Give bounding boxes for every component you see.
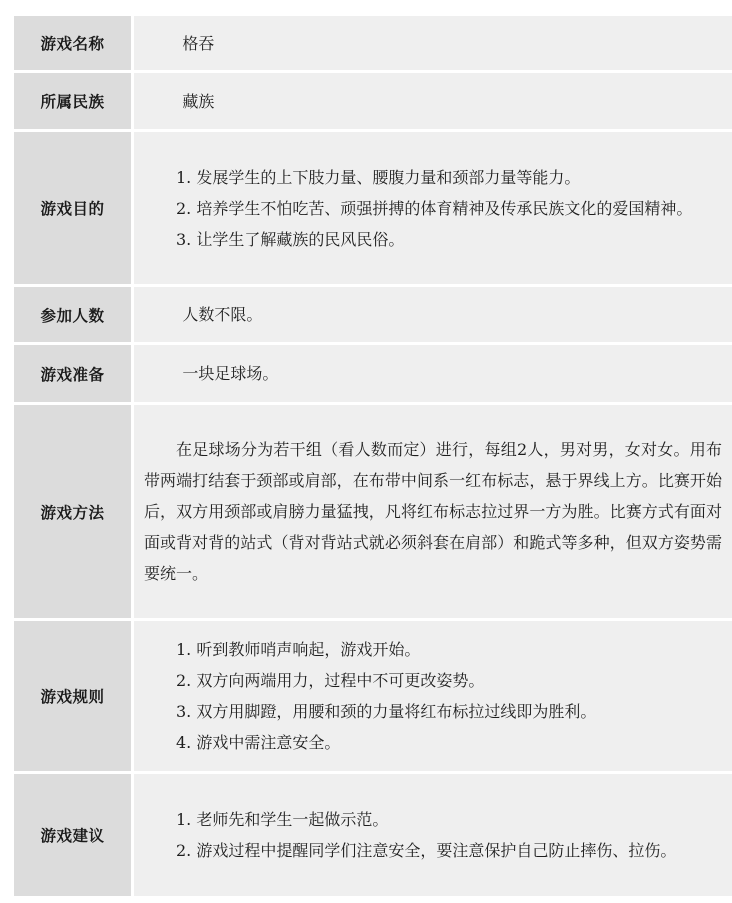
content-paragraph: 1. 发展学生的上下肢力量、腰腹力量和颈部力量等能力。 (176, 167, 581, 187)
row-label: 游戏规则 (40, 688, 105, 706)
row-label-cell (14, 132, 134, 284)
content-paragraph: 在足球场分为若干组（看人数而定）进行，每组2人，男对男，女对女。用布带两端打结套于颈部或肩部，在布带中间系一红布标志，悬于界线上方。比赛开始后，双方用颈部或肩膀力量猛拽，凡将红布标志拉过界一方为胜。比赛方式有面对面或背对背的站式（背对背站式就必须斜套在肩部）和跪式等多种，但双方姿势需要统一。 (144, 440, 722, 583)
row-label-cell (14, 73, 134, 129)
content-paragraph: 2. 游戏过程中提醒同学们注意安全，要注意保护自己防止摔伤、拉伤。 (176, 841, 677, 860)
content-paragraph: 2. 培养学生不怕吃苦、顽强拼搏的体育精神及传承民族文化的爱国精神。 (176, 198, 693, 218)
table-row-participants (14, 287, 732, 345)
content-paragraph: 1. 听到教师哨声响起，游戏开始。 (176, 640, 421, 659)
content-paragraph: 一块足球场。 (182, 364, 279, 383)
row-label: 游戏准备 (40, 365, 105, 384)
content-paragraph: 3. 双方用脚蹬，用腰和颈的力量将红布标拉过线即为胜利。 (176, 702, 597, 721)
table-row-name (14, 16, 732, 73)
row-label: 游戏建议 (40, 827, 105, 845)
row-label-cell (14, 621, 134, 771)
row-content-cell (134, 132, 732, 284)
game-info-table (14, 16, 732, 896)
content-paragraph: 藏族 (182, 91, 215, 111)
row-content-cell (134, 405, 732, 618)
row-label-cell (14, 16, 134, 70)
row-content-cell (134, 621, 732, 771)
content-paragraph: 人数不限。 (182, 305, 263, 324)
content-paragraph: 4. 游戏中需注意安全。 (176, 733, 341, 752)
content-paragraph: 格吞 (182, 33, 215, 53)
table-row-suggestions (14, 774, 732, 896)
table-row-rules (14, 621, 732, 774)
table-row-method (14, 405, 732, 621)
row-label-cell (14, 774, 134, 896)
content-paragraph: 3. 让学生了解藏族的民风民俗。 (176, 229, 405, 249)
row-label-cell (14, 405, 134, 618)
row-content-cell (134, 73, 732, 129)
row-content-cell (134, 345, 732, 402)
content-paragraph: 2. 双方向两端用力，过程中不可更改姿势。 (176, 671, 485, 690)
row-content-cell (134, 774, 732, 896)
row-label: 游戏方法 (40, 503, 105, 522)
row-content-cell (134, 287, 732, 342)
table-row-preparation (14, 345, 732, 405)
row-label: 参加人数 (40, 306, 105, 325)
row-label: 游戏名称 (40, 35, 105, 53)
row-label: 所属民族 (40, 93, 105, 111)
content-paragraph: 1. 老师先和学生一起做示范。 (176, 810, 389, 829)
row-label-cell (14, 345, 134, 402)
table-row-purpose (14, 132, 732, 287)
row-label-cell (14, 287, 134, 342)
row-content-cell (134, 16, 732, 70)
row-label: 游戏目的 (40, 200, 105, 218)
table-row-ethnicity (14, 73, 732, 132)
